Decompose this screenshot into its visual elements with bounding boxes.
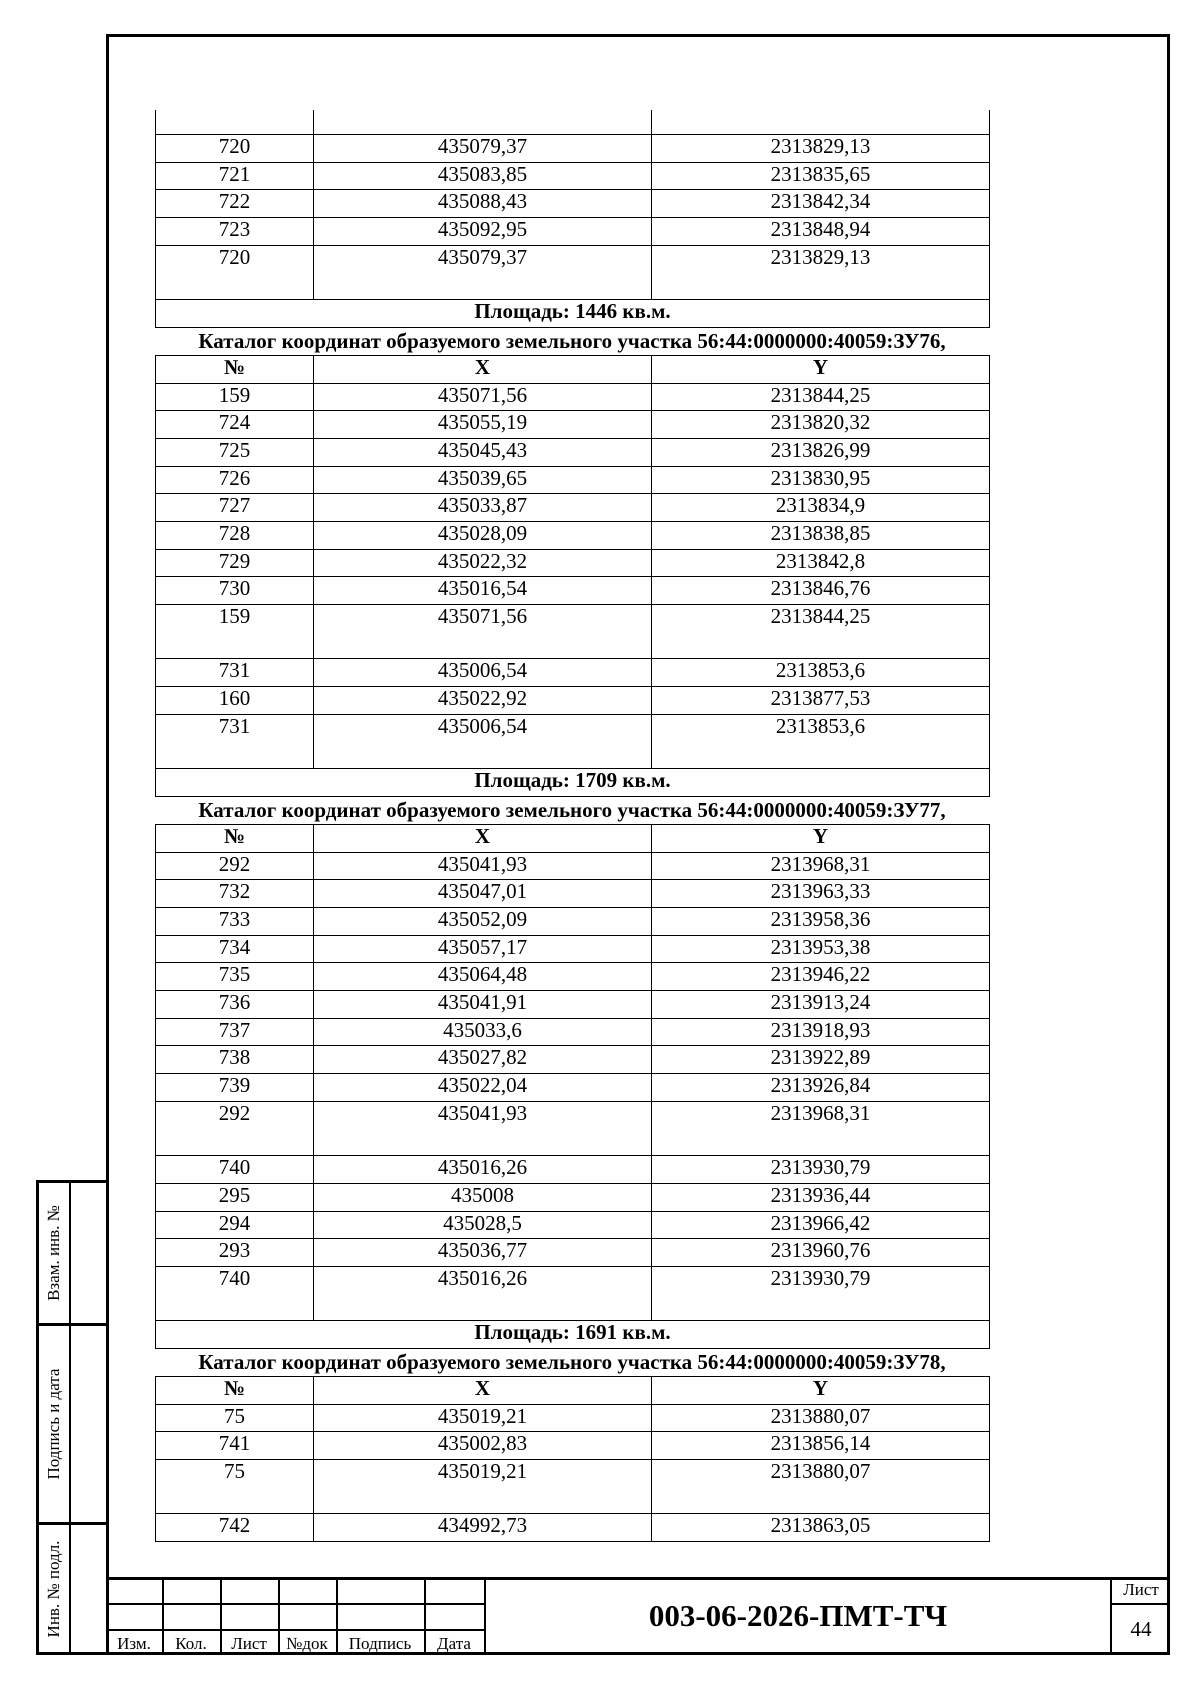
table-row: 292 435041,93 2313968,31 (156, 1101, 990, 1155)
table-row: 730 435016,54 2313846,76 (156, 577, 990, 605)
catalog-table-zu78 (155, 1376, 990, 1542)
table-continuation-row (156, 110, 990, 135)
title-block (106, 1577, 1170, 1655)
table-row: 720 435079,37 2313829,13 (156, 135, 990, 163)
table-row: 727 435033,87 2313834,9 (156, 494, 990, 522)
area-row (156, 300, 990, 328)
table-row: 734 435057,17 2313953,38 (156, 935, 990, 963)
table-row: 733 435052,09 2313958,36 (156, 907, 990, 935)
table-row: 737 435033,6 2313918,93 (156, 1018, 990, 1046)
table-row: 293 435036,77 2313960,76 (156, 1239, 990, 1267)
table-row: 75 435019,21 2313880,07 (156, 1460, 990, 1514)
stamp-col-data: Дата (437, 1634, 471, 1653)
table-row: 741 435002,83 2313856,14 (156, 1432, 990, 1460)
area-row (156, 769, 990, 797)
area-value: Площадь: 1446 кв.м. (156, 300, 990, 328)
stamp-col-izm: Изм. (117, 1634, 151, 1653)
stamp-col-kol: Кол. (175, 1634, 207, 1653)
catalog-caption: Каталог координат образуемого земельного участка 56:44:0000000:40059:ЗУ76, (198, 328, 946, 353)
table-row: 735 435064,48 2313946,22 (156, 963, 990, 991)
table-row: 292 435041,93 2313968,31 (156, 852, 990, 880)
sheet-box (1110, 1577, 1170, 1655)
revision-grid (106, 1577, 484, 1655)
sheet-label: Лист (1112, 1577, 1170, 1605)
table-header-row: № X Y (156, 1376, 990, 1404)
side-label-podpis: Подпись и дата (44, 1368, 63, 1480)
side-field-podpis (36, 1323, 106, 1525)
area-value: Площадь: 1691 кв.м. (156, 1321, 990, 1349)
table-row: 726 435039,65 2313830,95 (156, 466, 990, 494)
area-row (156, 1321, 990, 1349)
table-row: 159 435071,56 2313844,25 (156, 383, 990, 411)
catalog-caption: Каталог координат образуемого земельного участка 56:44:0000000:40059:ЗУ77, (198, 797, 946, 822)
table-row: 724 435055,19 2313820,32 (156, 411, 990, 439)
side-field-vzam (36, 1180, 106, 1326)
table-row: 740 435016,26 2313930,79 (156, 1266, 990, 1320)
table-row: 736 435041,91 2313913,24 (156, 990, 990, 1018)
table-header-row: № X Y (156, 824, 990, 852)
table-row: 295 435008 2313936,44 (156, 1183, 990, 1211)
table-row: 294 435028,5 2313966,42 (156, 1211, 990, 1239)
table-row: 728 435028,09 2313838,85 (156, 521, 990, 549)
table-row: 722 435088,43 2313842,34 (156, 190, 990, 218)
catalog-table-continued (155, 110, 990, 328)
stamp-col-list: Лист (231, 1634, 267, 1653)
side-label-inv: Инв. № подл. (44, 1540, 63, 1637)
table-row: 732 435047,01 2313963,33 (156, 880, 990, 908)
table-row: 731 435006,54 2313853,6 (156, 659, 990, 687)
coordinate-catalog (155, 110, 989, 1542)
table-row: 742 434992,73 2313863,05 (156, 1514, 990, 1542)
side-field-inv (36, 1522, 106, 1655)
table-row: 740 435016,26 2313930,79 (156, 1156, 990, 1184)
catalog-caption: Каталог координат образуемого земельного участка 56:44:0000000:40059:ЗУ78, (198, 1349, 946, 1374)
sheet-number: 44 (1130, 1617, 1152, 1641)
table-row: 729 435022,32 2313842,8 (156, 549, 990, 577)
table-row: 159 435071,56 2313844,25 (156, 605, 990, 659)
area-value: Площадь: 1709 кв.м. (156, 769, 990, 797)
stamp-col-ndok: №док (286, 1634, 328, 1653)
catalog-table-zu77 (155, 824, 990, 1349)
document-number: 003-06-2026-ПМТ-ТЧ (484, 1577, 1110, 1655)
table-row: 720 435079,37 2313829,13 (156, 245, 990, 299)
table-row: 725 435045,43 2313826,99 (156, 438, 990, 466)
table-row: 739 435022,04 2313926,84 (156, 1074, 990, 1102)
table-row: 721 435083,85 2313835,65 (156, 162, 990, 190)
table-row: 738 435027,82 2313922,89 (156, 1046, 990, 1074)
table-row: 75 435019,21 2313880,07 (156, 1404, 990, 1432)
table-row: 723 435092,95 2313848,94 (156, 218, 990, 246)
catalog-table-zu76 (155, 355, 990, 797)
stamp-col-podpis: Подпись (348, 1634, 412, 1653)
table-row: 160 435022,92 2313877,53 (156, 687, 990, 715)
table-header-row: № X Y (156, 355, 990, 383)
table-row: 731 435006,54 2313853,6 (156, 714, 990, 768)
side-label-vzam: Взам. инв. № (44, 1205, 63, 1301)
